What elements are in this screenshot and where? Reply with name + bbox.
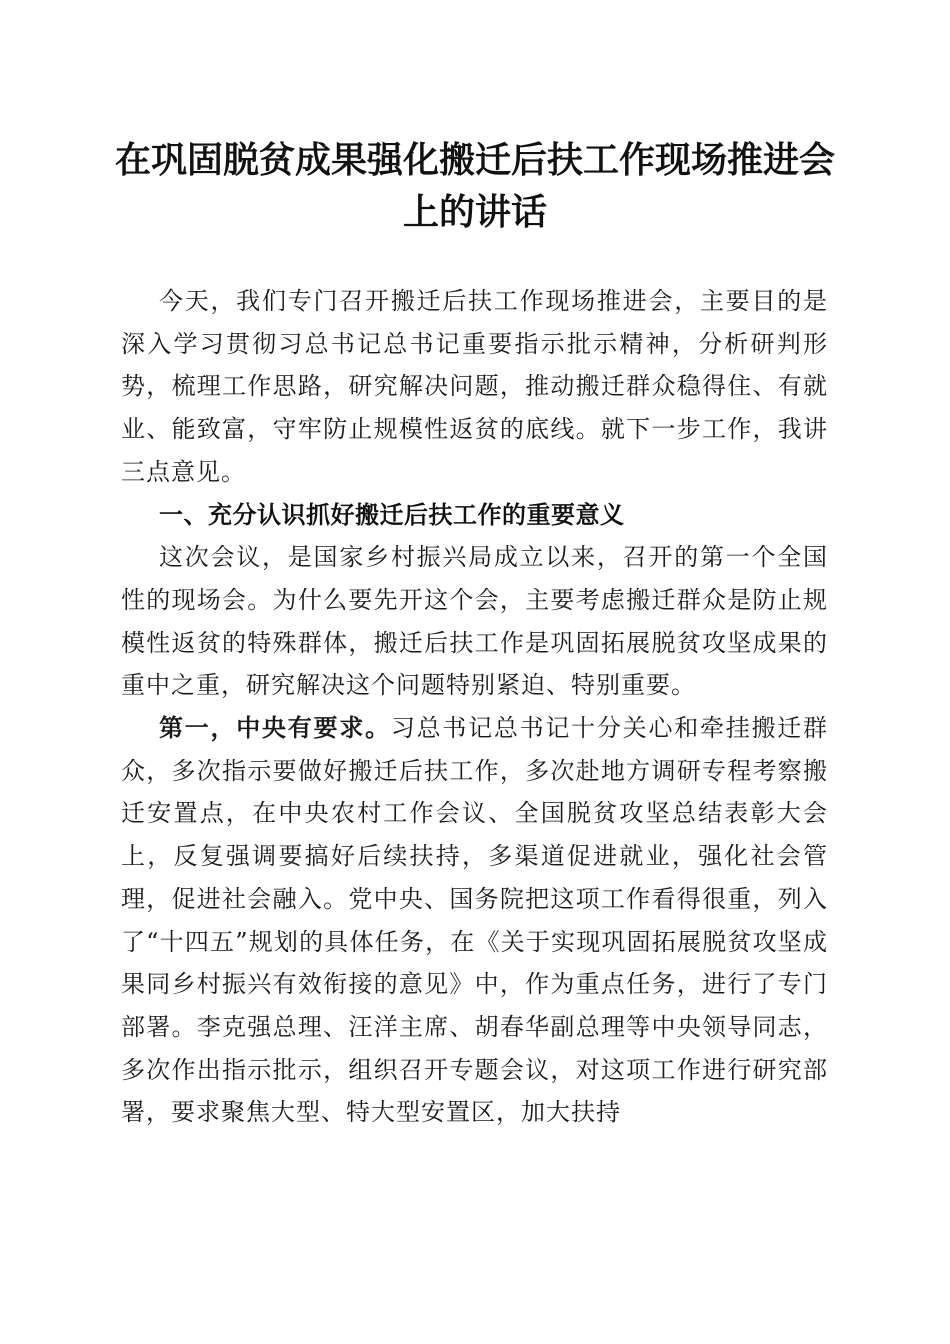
intro-paragraph: 今天，我们专门召开搬迁后扶工作现场推进会，主要目的是深入学习贯彻习总书记总书记重要指示批示精神，分析研判形势，梳理工作思路，研究解决问题，推动搬迁群众稳得住、有就业、能致富，守牢防止规模性返贫的底线。就下一步工作，我讲三点意见。 [121, 287, 828, 486]
section1-paragraph: 这次会议，是国家乡村振兴局成立以来，召开的第一个全国性的现场会。为什么要先开这个会，主要考虑搬迁群众是防止规模性返贫的特殊群体，搬迁后扶工作是巩固拓展脱贫攻坚成果的重中之重，研究解决这个问题特别紧迫、特别重要。 [121, 543, 828, 700]
document-body [121, 280, 828, 1134]
document-title: 在巩固脱贫成果强化搬迁后扶工作现场推进会上的讲话 [114, 139, 835, 233]
point1-lead: 第一，中央有要求。 [159, 713, 391, 743]
point1-paragraph [121, 707, 828, 1134]
point1-text: 习总书记总书记十分关心和牵挂搬迁群众，多次指示要做好搬迁后扶工作，多次赴地方调研专程考察搬迁安置点，在中央农村工作会议、全国脱贫攻坚总结表彰大会上，反复强调要搞好后续扶持，多渠道促进就业，强化社会管理，促进社会融入。党中央、国务院把这项工作看得很重，列入了“十四五”规划的具体任务，在《关于实现巩固拓展脱贫攻坚成果同乡村振兴有效衔接的意见》中，作为重点任务，进行了专门部署。李克强总理、汪洋主席、胡春华副总理等中央领导同志，多次作出指示批示，组织召开专题会议，对这项工作进行研究部署，要求聚焦大型、特大型安置区，加大扶持 [121, 714, 829, 1127]
section-heading-1: 一、充分认识抓好搬迁后扶工作的重要意义 [159, 500, 625, 529]
